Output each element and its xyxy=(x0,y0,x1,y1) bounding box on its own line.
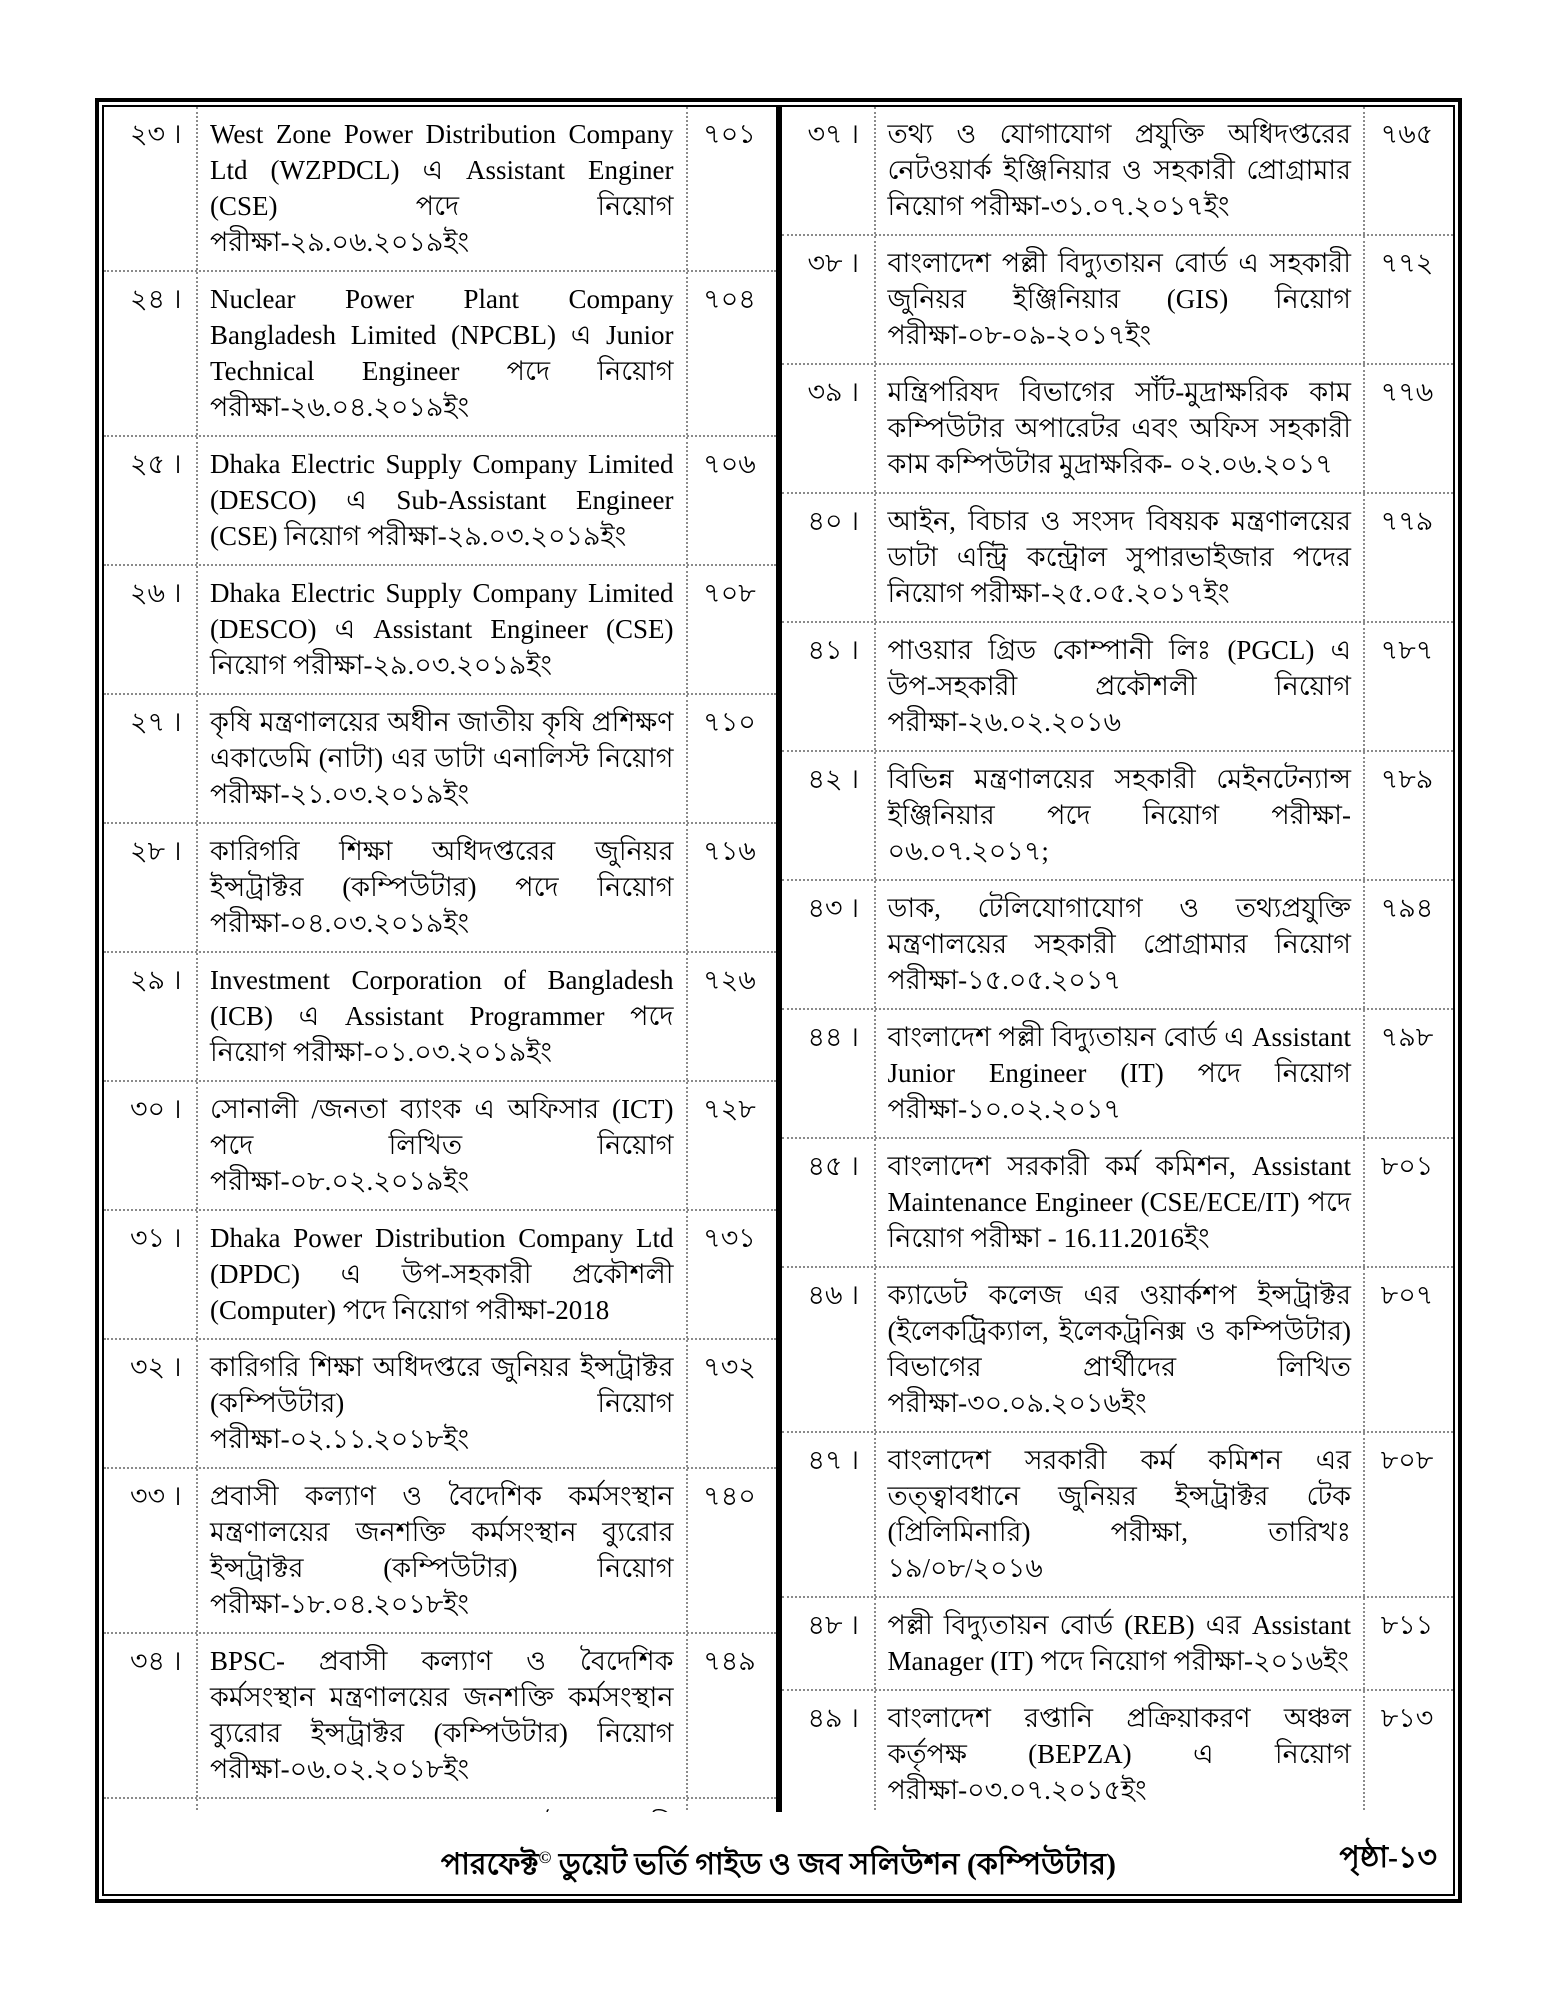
page-number-cell: ৭০৪ xyxy=(703,284,756,314)
description-cell: মন্ত্রিপরিষদ বিভাগের সাঁট-মুদ্রাক্ষরিক কাম কম্পিউটার অপারেটর এবং অফিস সহকারী কাম কম্পিউটার মুদ্রাক্ষরিক- ০২.০৬.২০১৭ xyxy=(874,365,1366,492)
toc-row xyxy=(782,881,1454,1010)
serial-cell: ২৩ । xyxy=(130,119,182,149)
serial-cell: ২৬ । xyxy=(130,578,182,608)
toc-row xyxy=(782,107,1454,236)
toc-row xyxy=(782,236,1454,365)
description-cell: Investment Corporation of Bangladesh (ICB) এ Assistant Programmer পদে নিয়োগ পরীক্ষা-০১.০৩.২০১৯ইং xyxy=(196,953,688,1080)
page-number-cell: ৭১৬ xyxy=(703,836,756,866)
page-number-cell: ৭৪০ xyxy=(703,1481,756,1511)
serial-cell: ৪৮ । xyxy=(807,1610,859,1640)
serial-cell: ৩৮ । xyxy=(807,248,859,278)
description-cell: বাংলাদেশ রপ্তানি প্রক্রিয়াকরণ অঞ্চল কর্তৃপক্ষ (BEPZA) এ নিয়োগ পরীক্ষা-০৩.০৭.২০১৫ইং xyxy=(874,1691,1366,1812)
description-cell: পাওয়ার গ্রিড কোম্পানী লিঃ (PGCL) এ উপ-সহকারী প্রকৌশলী নিয়োগ পরীক্ষা-২৬.০২.২০১৬ xyxy=(874,623,1366,750)
page-number-cell: ৭৯৮ xyxy=(1380,1022,1434,1052)
page-number-cell xyxy=(688,1799,776,1812)
description-cell: প্রবাসী কল্যাণ ও বৈদেশিক কর্মসংস্থান মন্ত্রণালয়ের জনশক্তি কর্মসংস্থান ব্যুরোর ইন্সট্রাক্টর (কম্পিউটার) নিয়োগ পরীক্ষা-১৮.০৪.২০১৮ইং xyxy=(196,1469,688,1632)
page-number-cell: ৭৩১ xyxy=(703,1223,756,1253)
toc-row xyxy=(104,437,776,566)
description-cell: ক্যাডেট কলেজ এর ওয়ার্কশপ ইন্সট্রাক্টর (ইলেকট্রিক্যাল, ইলেকট্রনিক্স ও কম্পিউটার) বিভাগের প্রার্থীদের লিখিত পরীক্ষা-৩০.০৯.২০১৬ইং xyxy=(874,1268,1366,1431)
toc-row xyxy=(104,695,776,824)
page-number-cell: ৮১১ xyxy=(1380,1610,1434,1640)
description-cell: Dhaka Electric Supply Company Limited (DESCO) এ Assistant Engineer (CSE) নিয়োগ পরীক্ষা-২৯.০৩.২০১৯ইং xyxy=(196,566,688,693)
serial-cell: ৩০ । xyxy=(130,1094,182,1124)
toc-row xyxy=(104,1082,776,1211)
toc-row xyxy=(104,566,776,695)
serial-cell: ৩৩ । xyxy=(130,1481,182,1511)
page-number-cell: ৭৮৯ xyxy=(1380,764,1434,794)
toc-row xyxy=(104,1211,776,1340)
description-cell: বাংলাদেশ সরকারী কর্ম কমিশন, Assistant Maintenance Engineer (CSE/ECE/IT) পদে নিয়োগ পরীক্ষা - 16.11.2016ইং xyxy=(874,1139,1366,1266)
description-cell: বিভিন্ন মন্ত্রণালয়ের সহকারী মেইনটেন্যান্স ইঞ্জিনিয়ার পদে নিয়োগ পরীক্ষা- ০৬.০৭.২০১৭; xyxy=(874,752,1366,879)
page-number-cell: ৭১০ xyxy=(703,707,756,737)
copyright-mark: © xyxy=(538,1848,552,1867)
serial-cell: ৩২ । xyxy=(130,1352,182,1382)
toc-row xyxy=(782,494,1454,623)
serial-cell: ৪০ । xyxy=(807,506,859,536)
description-cell: তথ্য ও যোগাযোগ প্রযুক্তি অধিদপ্তরের নেটওয়ার্ক ইঞ্জিনিয়ার ও সহকারী প্রোগ্রামার নিয়োগ পরীক্ষা-৩১.০৭.২০১৭ইং xyxy=(874,107,1366,234)
serial-cell: ৪৩ । xyxy=(807,893,859,923)
description-cell: বাংলাদেশ পল্লী বিদ্যুতায়ন বোর্ড এ সহকারী জুনিয়র ইঞ্জিনিয়ার (GIS) নিয়োগ পরীক্ষা-০৮-০৯-২০১৭ইং xyxy=(874,236,1366,363)
toc-table-right xyxy=(782,107,1454,1812)
toc-content xyxy=(104,107,1453,1812)
page-number-cell: ৭২৬ xyxy=(703,965,756,995)
serial-cell: ৪২ । xyxy=(807,764,859,794)
toc-row xyxy=(104,107,776,272)
document-sheet-inner-border xyxy=(102,105,1455,1896)
page-footer xyxy=(104,1830,1453,1886)
serial-cell: ২৯ । xyxy=(130,965,182,995)
toc-row xyxy=(782,1268,1454,1433)
toc-row xyxy=(104,1799,776,1812)
page-number-cell: ৮১৩ xyxy=(1380,1703,1434,1733)
serial-cell: ৪১ । xyxy=(807,635,859,665)
footer-brand-name: পারফেক্ট xyxy=(440,1848,539,1881)
serial-cell: ৪৬ । xyxy=(807,1280,859,1310)
page-number-cell: ৭৯৪ xyxy=(1380,893,1434,923)
page-number-cell: ৭০১ xyxy=(703,119,756,149)
serial-cell: ৩১ । xyxy=(130,1223,182,1253)
serial-cell: ৪৫ । xyxy=(807,1151,859,1181)
toc-row xyxy=(782,1433,1454,1598)
document-sheet xyxy=(95,98,1462,1903)
serial-cell: ২৫ । xyxy=(130,449,182,479)
page-number-cell: ৭৭২ xyxy=(1380,248,1434,278)
footer-brand-rest: ডুয়েট ভর্তি গাইড ও জব সলিউশন (কম্পিউটার) xyxy=(551,1848,1117,1881)
page-number-cell: ৮০৭ xyxy=(1380,1280,1434,1310)
description-cell: পল্লী বিদ্যুতায়ন বোর্ড (REB) এর Assistant Manager (IT) পদে নিয়োগ পরীক্ষা-২০১৬ইং xyxy=(874,1598,1366,1689)
page-number-cell: ৭০৮ xyxy=(703,578,756,608)
toc-row xyxy=(782,1691,1454,1812)
toc-table-left xyxy=(104,107,776,1812)
page-number-cell: ৭০৬ xyxy=(703,449,756,479)
description-cell: বাংলাদেশ সরকারী কর্ম কমিশন এর তত্ত্বাবধানে জুনিয়র ইন্সট্রাক্টর টেক (প্রিলিমিনারি) পরীক্ষা, তারিখঃ ১৯/০৮/২০১৬ xyxy=(874,1433,1366,1596)
page-number-cell: ৭৩২ xyxy=(703,1352,756,1382)
description-cell: কারিগরি শিক্ষা অধিদপ্তরের জুনিয়র ইন্সট্রাক্টর (কম্পিউটার) পদে নিয়োগ পরীক্ষা-০৪.০৩.২০১৯ইং xyxy=(196,824,688,951)
description-cell: বাংলাদেশ পল্লী বিদ্যুতায়ন বোর্ড এ Assistant Junior Engineer (IT) পদে নিয়োগ পরীক্ষা-১০.০২.২০১৭ xyxy=(874,1010,1366,1137)
toc-row xyxy=(782,1010,1454,1139)
toc-row xyxy=(104,1469,776,1634)
page-number-cell: ৭৭৬ xyxy=(1380,377,1434,407)
page-number-cell: ৮০৮ xyxy=(1380,1445,1434,1475)
description-cell: আইন, বিচার ও সংসদ বিষয়ক মন্ত্রণালয়ের ডাটা এন্ট্রি কন্ট্রোল সুপারভাইজার পদের নিয়োগ পরীক্ষা-২৫.০৫.২০১৭ইং xyxy=(874,494,1366,621)
description-cell: কৃষি মন্ত্রণালয়ের অধীন জাতীয় কৃষি প্রশিক্ষণ একাডেমি (নাটা) এর ডাটা এনালিস্ট নিয়োগ পরীক্ষা-২১.০৩.২০১৯ইং xyxy=(196,695,688,822)
description-cell: Dhaka Electric Supply Company Limited (DESCO) এ Sub-Assistant Engineer (CSE) নিয়োগ পরীক্ষা-২৯.০৩.২০১৯ইং xyxy=(196,437,688,564)
description-cell: BPSC- প্রবাসী কল্যাণ ও বৈদেশিক কর্মসংস্থান মন্ত্রণালয়ের জনশক্তি কর্মসংস্থান ব্যুরোর ইন্সট্রাক্টর (কম্পিউটার) নিয়োগ পরীক্ষা-০৬.০২.২০১৮ইং xyxy=(196,1634,688,1797)
serial-cell: ২৭ । xyxy=(130,707,182,737)
footer-page-number: পৃষ্ঠা-১৩ xyxy=(1339,1841,1437,1874)
serial-cell: ৩৯ । xyxy=(807,377,859,407)
description-cell: Nuclear Power Plant Company Bangladesh Limited (NPCBL) এ Junior Technical Engineer পদে নিয়োগ পরীক্ষা-২৬.০৪.২০১৯ইং xyxy=(196,272,688,435)
page-number-cell: ৮০১ xyxy=(1380,1151,1434,1181)
toc-row xyxy=(104,824,776,953)
serial-cell xyxy=(104,1799,196,1812)
description-cell: Dhaka Power Distribution Company Ltd (DPDC) এ উপ-সহকারী প্রকৌশলী (Computer) পদে নিয়োগ পরীক্ষা-2018 xyxy=(196,1211,688,1338)
serial-cell: ৪৯ । xyxy=(807,1703,859,1733)
serial-cell: ৩৭ । xyxy=(807,119,860,149)
serial-cell: ৪৪ । xyxy=(807,1022,859,1052)
page-number-cell: ৭৬৫ xyxy=(1380,119,1434,149)
toc-row xyxy=(104,953,776,1082)
serial-cell: ২৮ । xyxy=(130,836,182,866)
serial-cell: ২৪ । xyxy=(130,284,182,314)
page-number-cell: ৭২৮ xyxy=(703,1094,756,1124)
page-number-cell: ৭৪৯ xyxy=(703,1646,756,1676)
description-cell: সোনালী /জনতা ব্যাংক এ অফিসার (ICT) পদে লিখিত নিয়োগ পরীক্ষা-০৮.০২.২০১৯ইং xyxy=(196,1082,688,1209)
toc-row xyxy=(782,752,1454,881)
toc-row xyxy=(104,272,776,437)
toc-row xyxy=(104,1340,776,1469)
description-cell: West Zone Power Distribution Company Ltd (WZPDCL) এ Assistant Enginer (CSE) পদে নিয়োগ পরীক্ষা-২৯.০৬.২০১৯ইং xyxy=(196,107,688,270)
toc-row xyxy=(782,1598,1454,1691)
page-number-cell: ৭৭৯ xyxy=(1380,506,1434,536)
toc-row xyxy=(782,623,1454,752)
page-number-cell: ৭৮৭ xyxy=(1380,635,1434,665)
description-cell: ডাক, টেলিযোগাযোগ ও তথ্যপ্রযুক্তি মন্ত্রণালয়ের সহকারী প্রোগ্রামার নিয়োগ পরীক্ষা-১৫.০৫.২০১৭ xyxy=(874,881,1366,1008)
footer-brand xyxy=(104,1830,1453,1893)
toc-row xyxy=(782,1139,1454,1268)
serial-cell: ৪৭ । xyxy=(807,1445,859,1475)
serial-cell: ৩৪ । xyxy=(130,1646,182,1676)
description-cell: কারিগরি শিক্ষা অধিদপ্তরে জুনিয়র ইন্সট্রাক্টর (কম্পিউটার) নিয়োগ পরীক্ষা-০২.১১.২০১৮ইং xyxy=(196,1340,688,1467)
description-cell xyxy=(196,1799,688,1812)
toc-row xyxy=(782,365,1454,494)
toc-row xyxy=(104,1634,776,1799)
